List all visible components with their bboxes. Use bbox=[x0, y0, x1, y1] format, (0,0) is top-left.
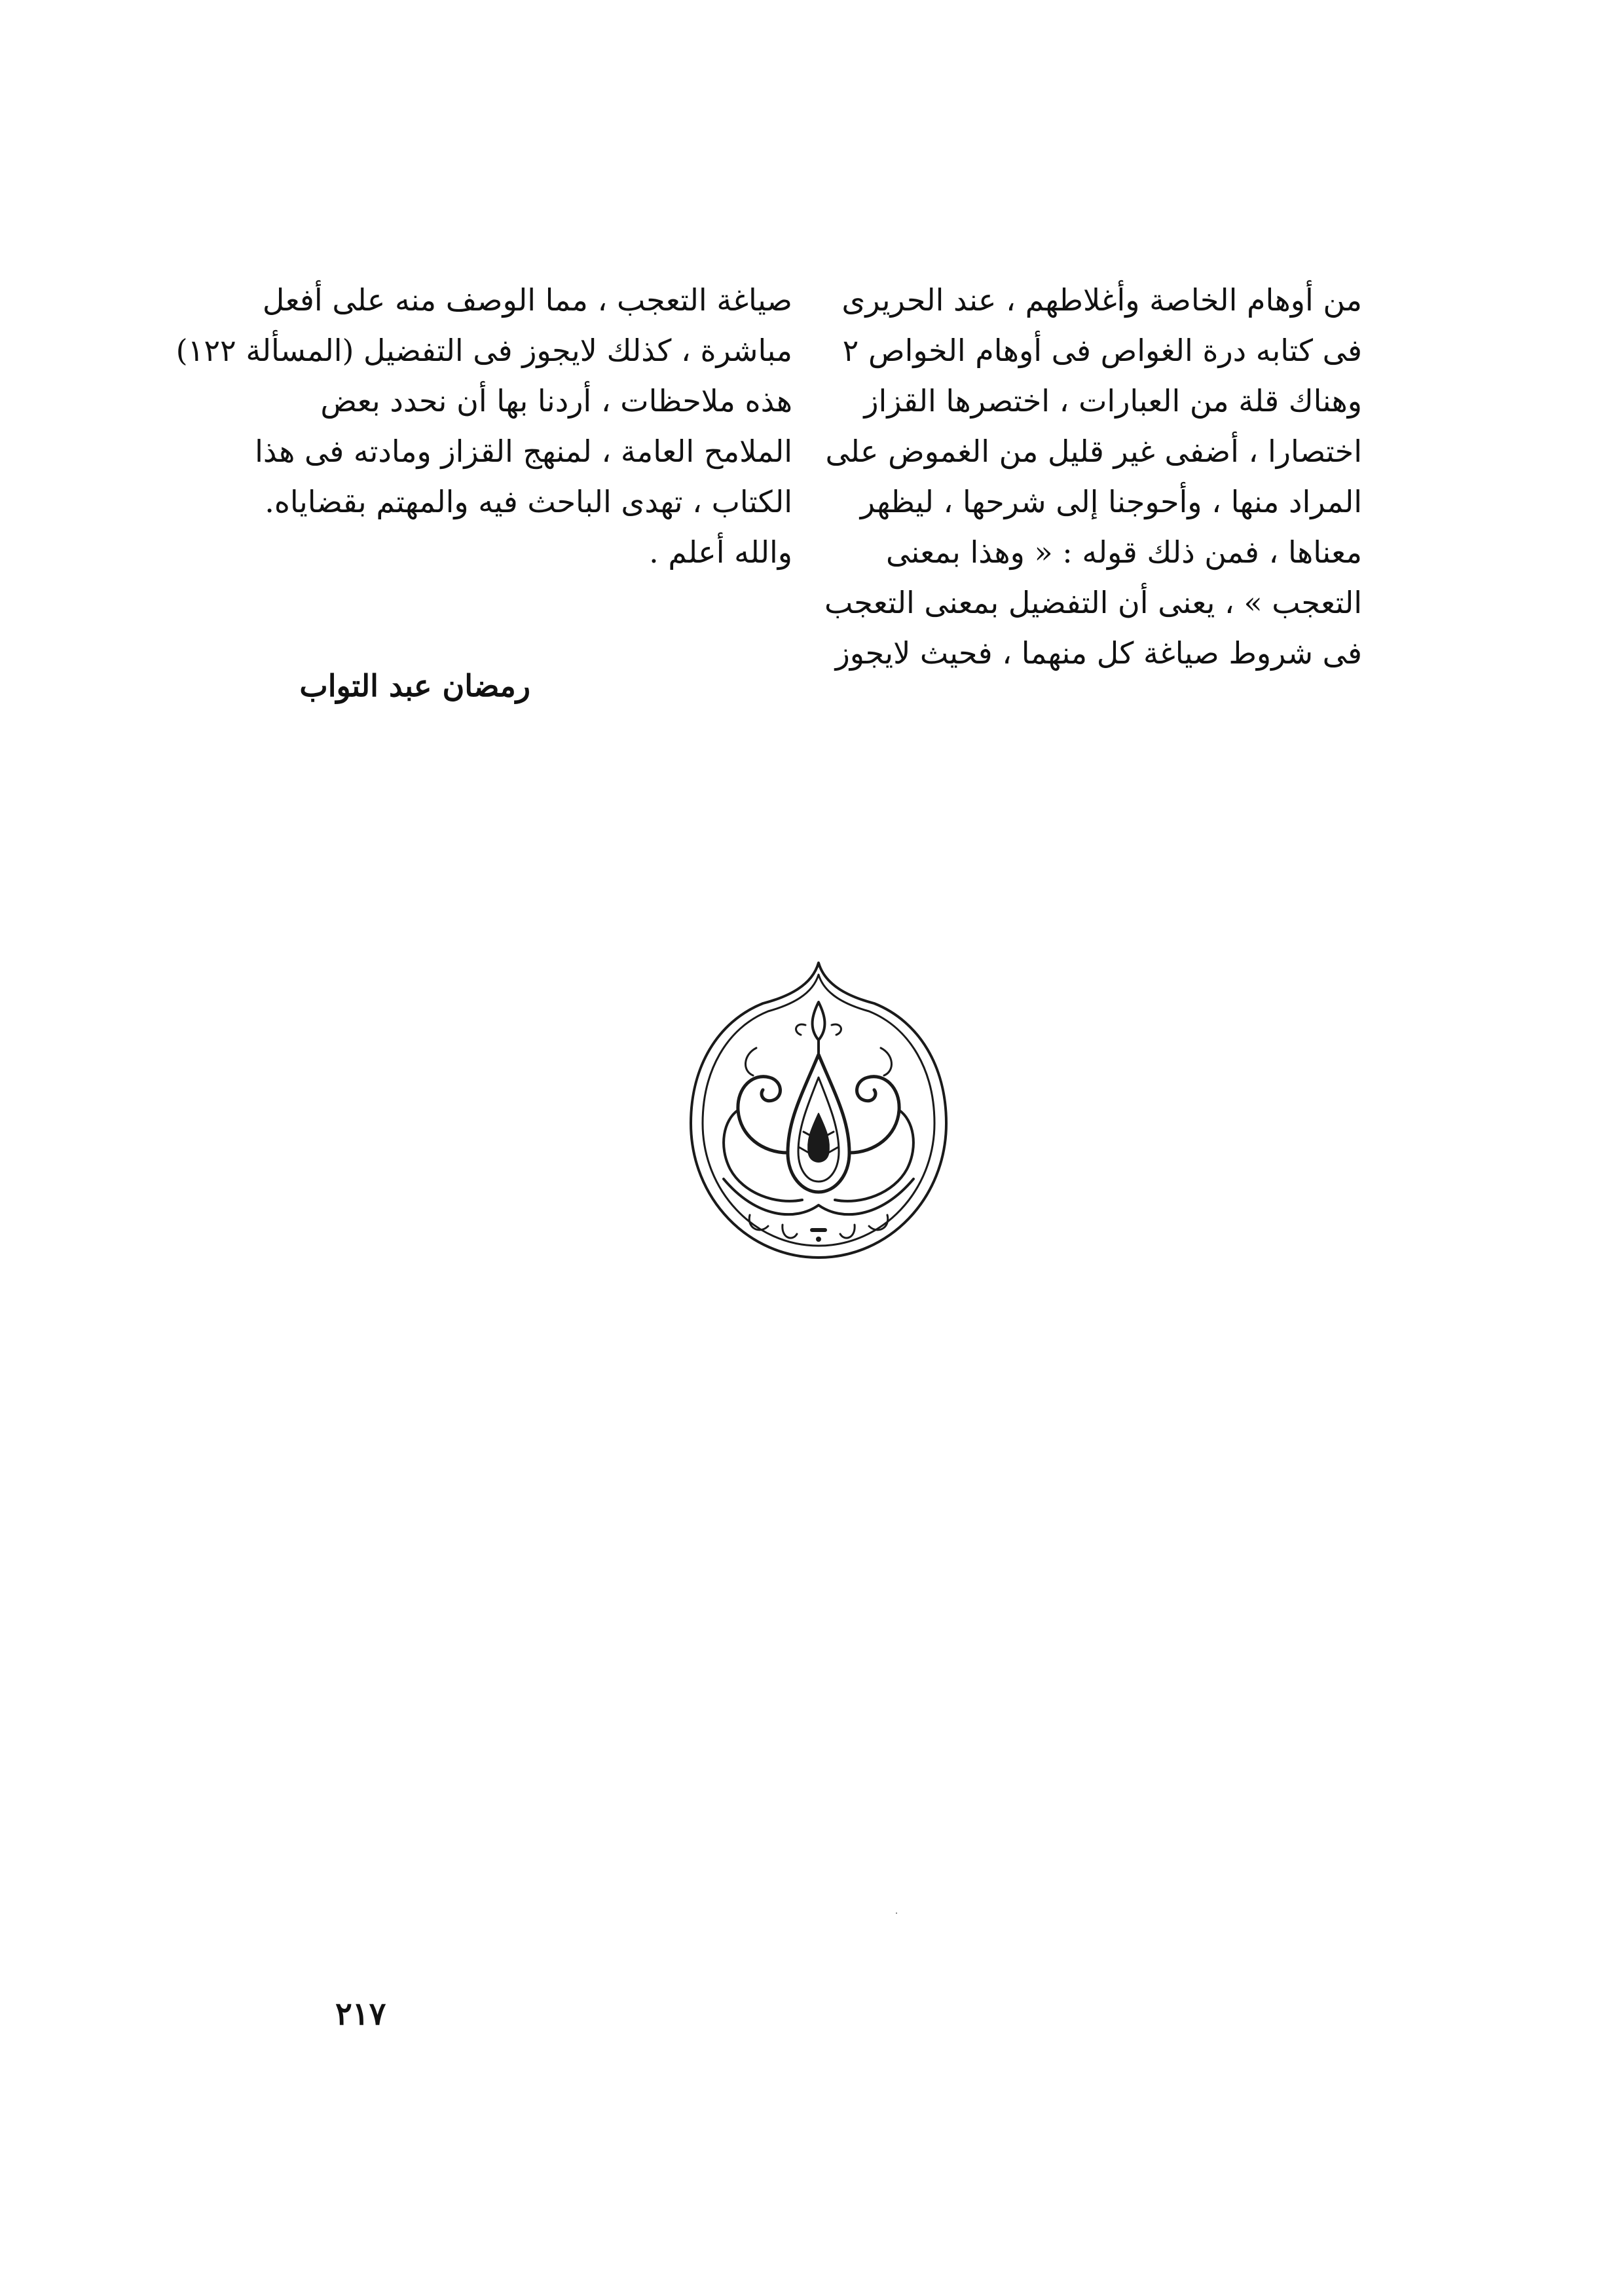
text-line: معناها ، فمن ذلك قوله : « وهذا بمعنى bbox=[886, 534, 1362, 570]
arabesque-medallion-icon bbox=[678, 956, 959, 1284]
text-column-right bbox=[824, 275, 1362, 679]
text-line: مباشرة ، كذلك لايجوز فى التفضيل (المسألة ١٢٢) bbox=[175, 333, 792, 368]
text-line: صياغة التعجب ، مما الوصف منه على أفعل bbox=[262, 282, 792, 318]
author-signature: رمضان عبد التواب bbox=[299, 668, 530, 703]
text-line: الملامح العامة ، لمنهج القزاز ومادته فى هذا bbox=[255, 434, 792, 469]
text-line: التعجب » ، يعنى أن التفضيل بمعنى التعجب bbox=[824, 585, 1362, 620]
scan-speck bbox=[896, 1912, 897, 1914]
text-line: فى كتابه درة الغواص فى أوهام الخواص ٢ bbox=[842, 333, 1362, 368]
text-line: وهناك قلة من العبارات ، اختصرها القزاز bbox=[864, 383, 1362, 419]
text-line: الكتاب ، تهدى الباحث فيه والمهتم بقضاياه. bbox=[265, 484, 792, 519]
text-line: والله أعلم . bbox=[649, 534, 792, 570]
text-line: هذه ملاحظات ، أردنا بها أن نحدد بعض bbox=[320, 383, 792, 419]
text-line: من أوهام الخاصة وأغلاطهم ، عند الحريرى bbox=[841, 282, 1362, 318]
text-line: المراد منها ، وأحوجنا إلى شرحها ، ليظهر bbox=[860, 484, 1362, 519]
text-line: اختصارا ، أضفى غير قليل من الغموض على bbox=[825, 434, 1362, 469]
text-column-left bbox=[175, 275, 792, 578]
text-line: فى شروط صياغة كل منهما ، فحيث لايجوز bbox=[835, 635, 1362, 671]
page-number: ٢١٧ bbox=[335, 1996, 386, 2032]
